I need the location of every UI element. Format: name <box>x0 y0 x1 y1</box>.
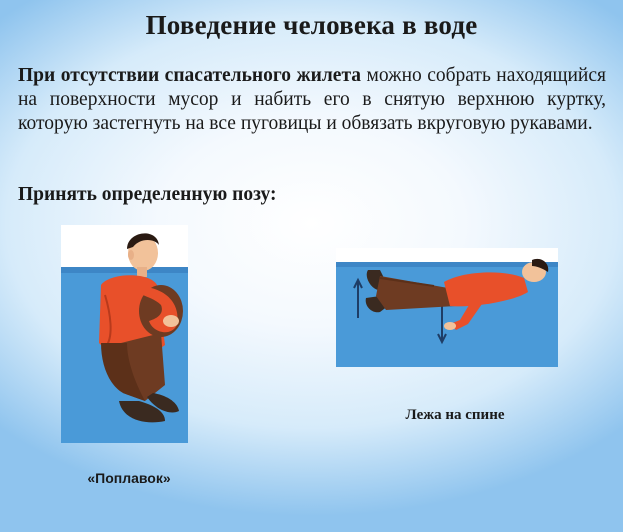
paragraph-bold-lead: При отсутствии спасательного жилета <box>18 65 362 86</box>
float-pose-illustration <box>61 225 188 443</box>
body-paragraph <box>18 64 606 136</box>
float-pose-drawing <box>61 225 188 443</box>
lying-on-back-caption: Лежа на спине <box>405 407 505 423</box>
lying-on-back-illustration <box>336 248 558 367</box>
slide-title: Поведение человека в воде <box>145 10 478 40</box>
paragraph-rest: можно собрать находящийся на поверхности мусор и набить его в снятую верхнюю куртку, которую застегнуть на все пуговицы и обвязать вкруговую рукавами. <box>18 65 606 134</box>
lying-on-back-drawing <box>336 248 558 367</box>
pose-subheading: Принять определенную позу: <box>18 184 277 205</box>
float-pose-caption: «Поплавок» <box>87 470 171 486</box>
